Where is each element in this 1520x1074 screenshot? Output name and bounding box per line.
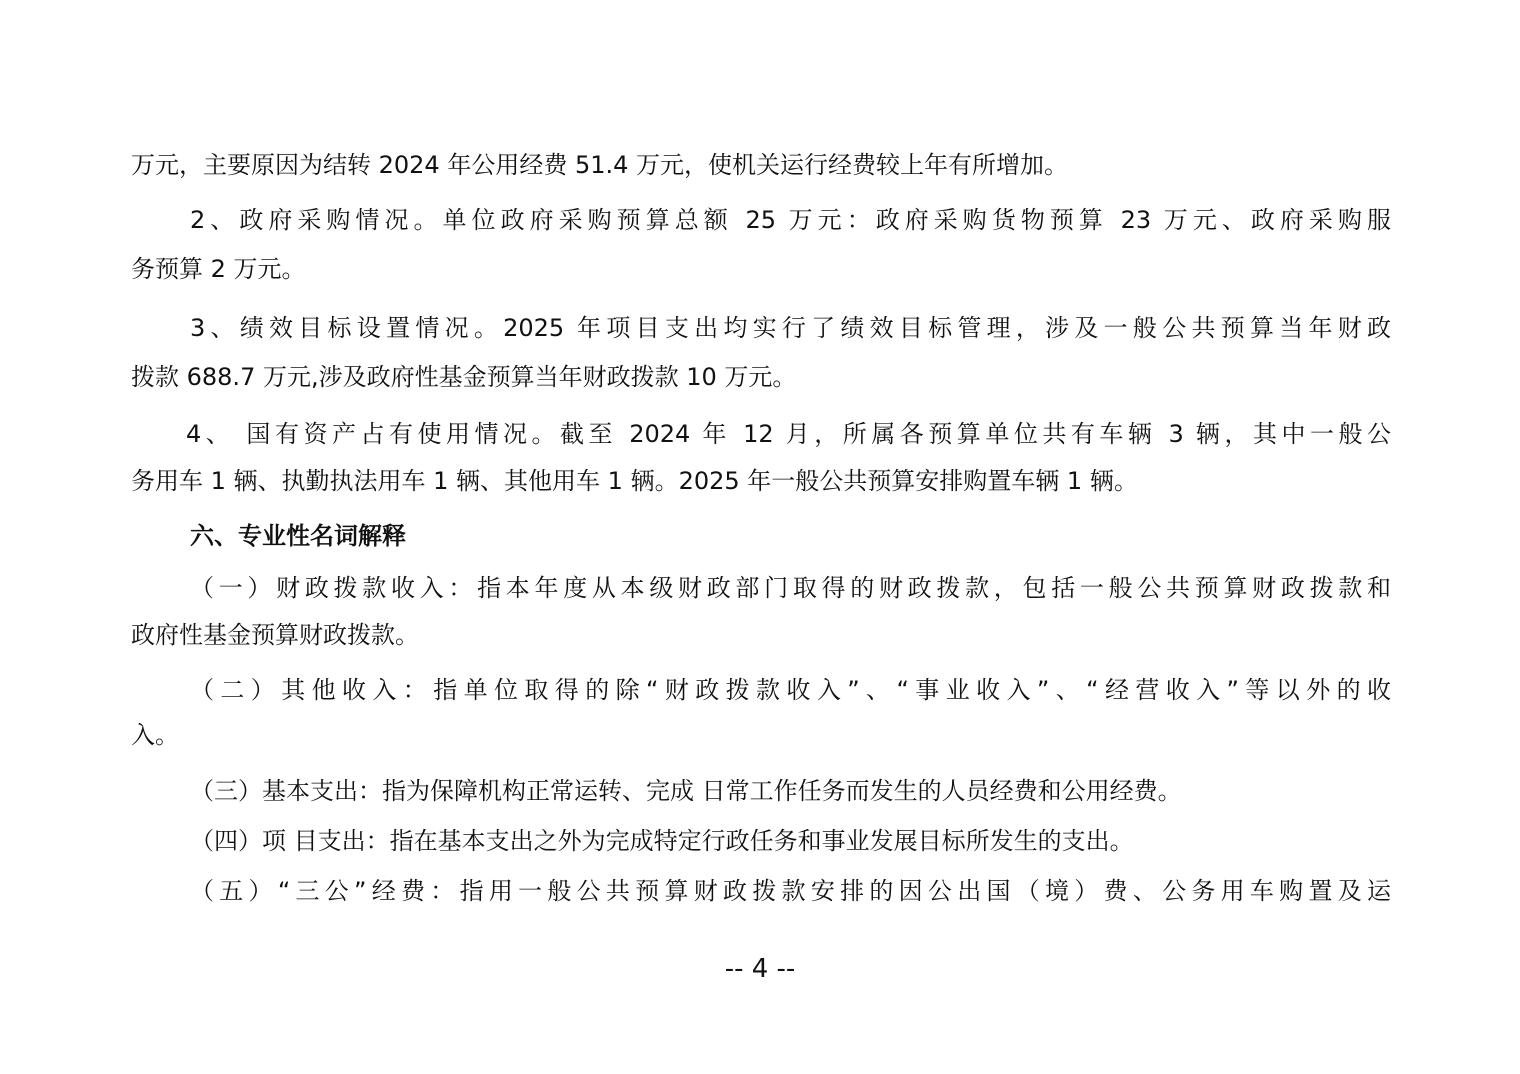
paragraph-line-10: 政府性基金预算财政拨款。 xyxy=(131,621,419,649)
paragraph-line-4: 3、绩效目标设置情况。2025 年项目支出均实行了绩效目标管理，涉及一般公共预算当年财政 xyxy=(190,314,1391,342)
paragraph-line-14: （四）项 目支出：指在基本支出之外为完成特定行政任务和事业发展目标所发生的支出。 xyxy=(190,827,1134,855)
paragraph-line-15: （五）“三公”经费：指用一般公共预算财政拨款安排的因公出国（境）费、公务用车购置及运 xyxy=(190,877,1391,905)
paragraph-line-3: 务预算 2 万元。 xyxy=(131,255,306,283)
section-heading: 六、专业性名词解释 xyxy=(190,522,406,550)
paragraph-line-1: 万元，主要原因为结转 2024 年公用经费 51.4 万元，使机关运行经费较上年有所增加。 xyxy=(131,151,1069,179)
paragraph-line-5: 拨款 688.7 万元,涉及政府性基金预算当年财政拨款 10 万元。 xyxy=(131,363,797,391)
paragraph-line-2: 2、政府采购情况。单位政府采购预算总额 25 万元：政府采购货物预算 23 万元、政府采购服 xyxy=(190,206,1391,234)
paragraph-line-9: （一）财政拨款收入：指本年度从本级财政部门取得的财政拨款，包括一般公共预算财政拨款和 xyxy=(190,574,1391,602)
paragraph-line-13: （三）基本支出：指为保障机构正常运转、完成 日常工作任务而发生的人员经费和公用经费。 xyxy=(190,777,1182,805)
paragraph-line-11: （二）其他收入：指单位取得的除“财政拨款收入”、“事业收入”、“经营收入”等以外的收 xyxy=(190,676,1391,704)
paragraph-line-12: 入。 xyxy=(131,721,179,749)
paragraph-line-6: 4、 国有资产占有使用情况。截至 2024 年 12 月，所属各预算单位共有车辆 3 辆，其中一般公 xyxy=(186,420,1391,448)
paragraph-line-7: 务用车 1 辆、执勤执法用车 1 辆、其他用车 1 辆。2025 年一般公共预算安排购置车辆 1 辆。 xyxy=(131,467,1138,495)
page-number: -- 4 -- xyxy=(724,954,796,984)
